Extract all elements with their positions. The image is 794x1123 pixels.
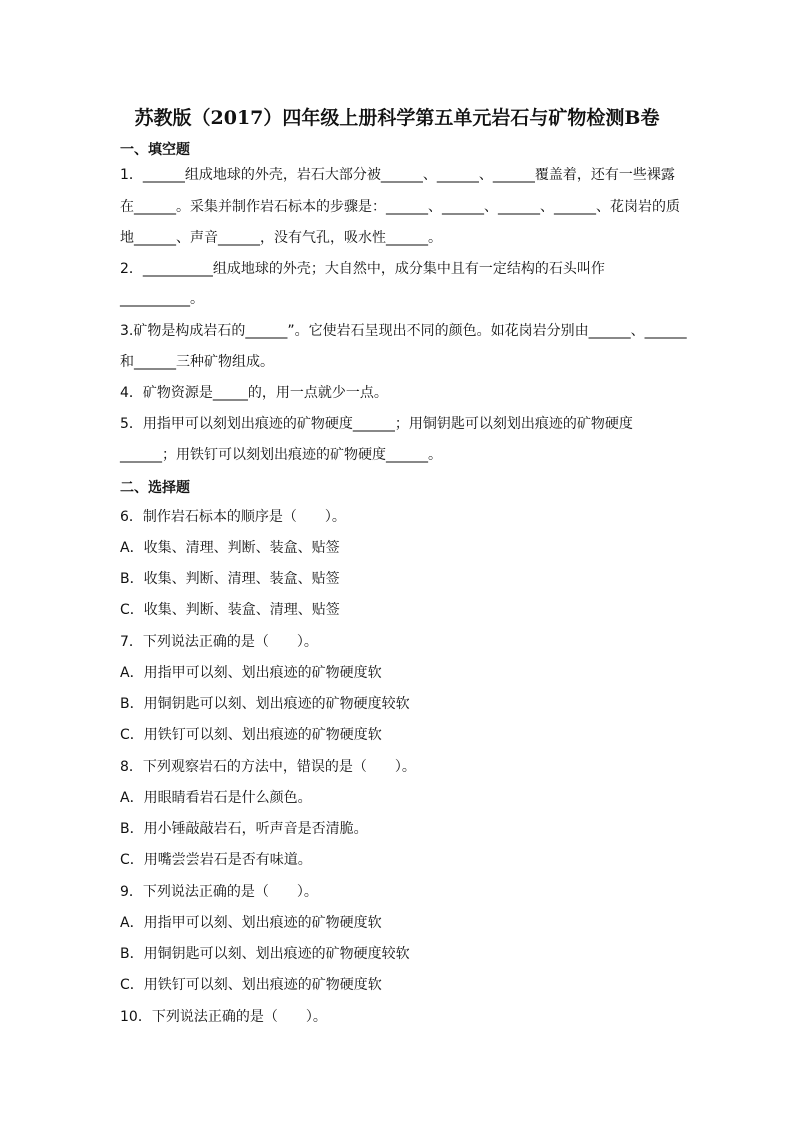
section-heading-multiple-choice: 二、选择题 [120,480,190,496]
question-7-option-c: C．用铁钉可以刻、划出痕迹的矿物硬度软 [120,727,382,743]
question-5-line-1: 5．用指甲可以刻划出痕迹的矿物硬度______；用铜钥匙可以刻划出痕迹的矿物硬度 [120,416,633,432]
question-2-line-2: __________。 [120,291,204,307]
question-8-stem: 8．下列观察岩石的方法中，错误的是（ ）。 [120,759,416,775]
question-4: 4．矿物资源是_____的，用一点就少一点。 [120,385,388,401]
question-1-line-1: 1．______组成地球的外壳，岩石大部分被______、______、______覆盖着，还有一些裸露 [120,167,675,183]
question-9-option-b: B．用铜钥匙可以刻、划出痕迹的矿物硬度较软 [120,946,410,962]
question-1-line-3: 地______、声音______，没有气孔，吸水性______。 [120,230,442,246]
question-6-stem: 6．制作岩石标本的顺序是（ ）。 [120,509,346,525]
question-6-option-a: A．收集、清理、判断、装盒、贴签 [120,540,340,556]
question-8-option-c: C．用嘴尝尝岩石是否有味道。 [120,852,312,868]
question-3-line-1: 3.矿物是构成岩石的______”。它使岩石呈现出不同的颜色。如花岗岩分别由______、______ [120,323,687,339]
question-8-option-b: B．用小锤敲敲岩石，听声音是否清脆。 [120,821,368,837]
section-heading-fill-in: 一、填空题 [120,142,190,158]
question-6-option-b: B．收集、判断、清理、装盒、贴签 [120,571,340,587]
question-1-line-2: 在______。采集并制作岩石标本的步骤是：______、______、______、______、花岗岩的质 [120,199,680,215]
question-10-stem: 10．下列说法正确的是（ ）。 [120,1009,327,1025]
question-7-stem: 7．下列说法正确的是（ ）。 [120,634,318,650]
question-6-option-c: C．收集、判断、装盒、清理、贴签 [120,602,340,618]
question-8-option-a: A．用眼睛看岩石是什么颜色。 [120,790,312,806]
question-7-option-a: A．用指甲可以刻、划出痕迹的矿物硬度软 [120,665,382,681]
question-9-stem: 9．下列说法正确的是（ ）。 [120,884,318,900]
question-9-option-a: A．用指甲可以刻、划出痕迹的矿物硬度软 [120,915,382,931]
question-7-option-b: B．用铜钥匙可以刻、划出痕迹的矿物硬度较软 [120,696,410,712]
question-2-line-1: 2．__________组成地球的外壳；大自然中，成分集中且有一定结构的石头叫作 [120,261,605,277]
question-5-line-2: ______；用铁钉可以刻划出痕迹的矿物硬度______。 [120,447,442,463]
page-title: 苏教版（2017）四年级上册科学第五单元岩石与矿物检测B卷 [134,107,660,129]
question-3-line-2: 和______三种矿物组成。 [120,354,274,370]
question-9-option-c: C．用铁钉可以刻、划出痕迹的矿物硬度软 [120,977,382,993]
